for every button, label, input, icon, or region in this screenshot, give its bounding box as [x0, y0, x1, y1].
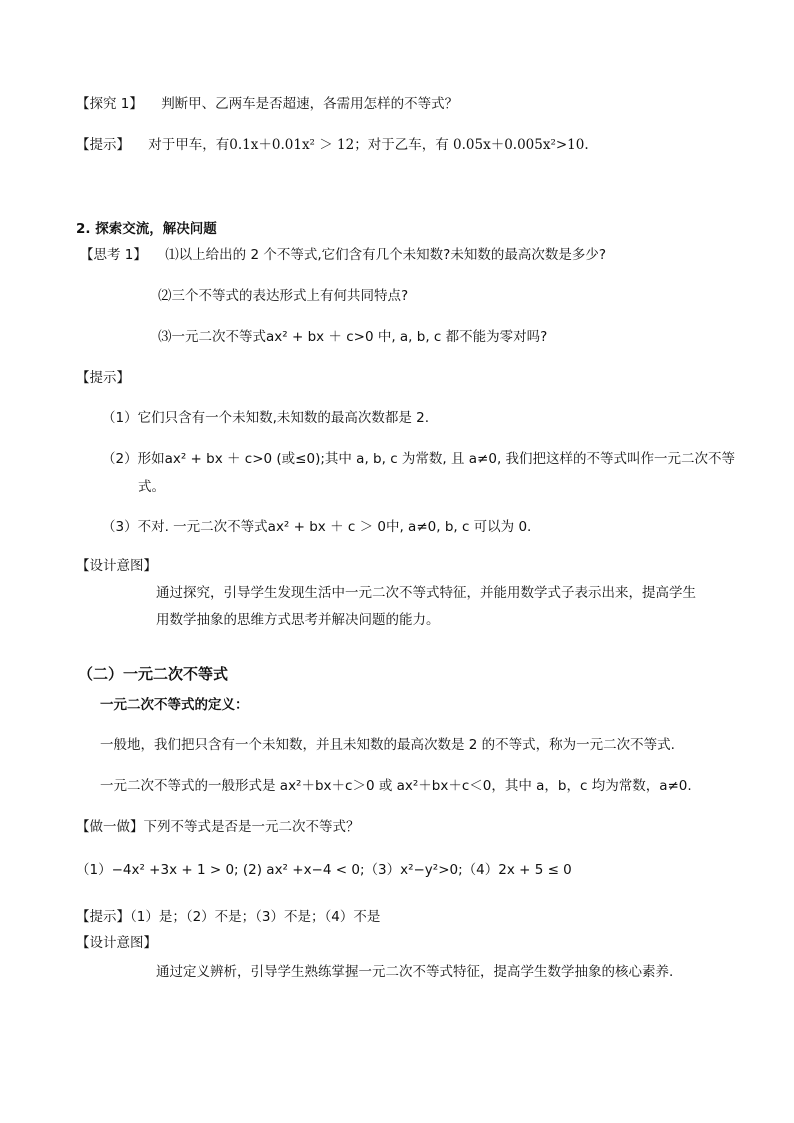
hint1-line: [76, 135, 589, 155]
hint2-a3: （3）不对. 一元二次不等式ax² + bx ＋ c ＞ 0中, a≠0, b, c 可以为 0.: [102, 519, 532, 535]
section2-title: 2. 探索交流，解决问题: [76, 221, 217, 237]
think1-q3: ⑶一元二次不等式ax² + bx ＋ c>0 中, a, b, c 都不能为零对吗?: [158, 329, 548, 345]
doit-label: 【做一做】: [76, 819, 144, 835]
think1-q1: ⑴以上给出的 2 个不等式,它们含有几个未知数?未知数的最高次数是多少?: [165, 247, 606, 263]
design2-label: 【设计意图】: [76, 935, 157, 951]
explore1-label: 【探究 1】: [76, 96, 143, 112]
hint3-label: 【提示】: [76, 909, 130, 925]
hint3-line: [76, 907, 380, 927]
section-b-title: （二）一元二次不等式: [78, 665, 229, 683]
design1-line2: 用数学抽象的思维方式思考并解决问题的能力。: [156, 612, 440, 628]
hint3-text: （1）是；（2）不是；（3）不是；（4）不是: [130, 909, 381, 925]
definition-line1: 一般地，我们把只含有一个未知数，并且未知数的最高次数是 2 的不等式，称为一元二次不等式.: [100, 737, 675, 753]
design1-line1: 通过探究，引导学生发现生活中一元二次不等式特征，并能用数学式子表示出来，提高学生: [156, 585, 696, 601]
explore1-text: 判断甲、乙两车是否超速，各需用怎样的不等式？: [161, 96, 459, 112]
hint1-label: 【提示】: [76, 137, 130, 153]
think1-label: 【思考 1】: [80, 247, 147, 263]
definition-title: 一元二次不等式的定义：: [100, 697, 249, 713]
explore1-line: [76, 94, 458, 114]
hint1-text: 对于甲车，有0.1x＋0.01x² ＞ 12；对于乙车，有 0.05x＋0.005x²>10.: [148, 137, 589, 153]
think1-q2: ⑵三个不等式的表达形式上有何共同特点?: [158, 288, 409, 304]
doit-line: [76, 817, 360, 837]
definition-line2: 一元二次不等式的一般形式是 ax²＋bx＋c＞0 或 ax²＋bx＋c＜0，其中 a，b，c 均为常数，a≠0.: [100, 778, 692, 794]
hint2-a2-cont: 式。: [138, 479, 165, 495]
design1-label: 【设计意图】: [76, 558, 157, 574]
doit-items: （1）−4x² +3x + 1 > 0; (2) ax² +x−4 < 0;（3）x²−y²>0;（4）2x + 5 ≤ 0: [76, 862, 572, 878]
hint2-a1: （1）它们只含有一个未知数,未知数的最高次数都是 2.: [102, 410, 430, 426]
design2-line1: 通过定义辨析，引导学生熟练掌握一元二次不等式特征，提高学生数学抽象的核心素养.: [156, 964, 674, 980]
hint2-label: 【提示】: [76, 370, 130, 386]
doit-text: 下列不等式是否是一元二次不等式？: [143, 819, 360, 835]
hint2-a2: （2）形如ax² + bx ＋ c>0 (或≤0);其中 a, b, c 为常数, 且 a≠0, 我们把这样的不等式叫作一元二次不等: [102, 451, 736, 467]
think1-line: [80, 245, 606, 265]
